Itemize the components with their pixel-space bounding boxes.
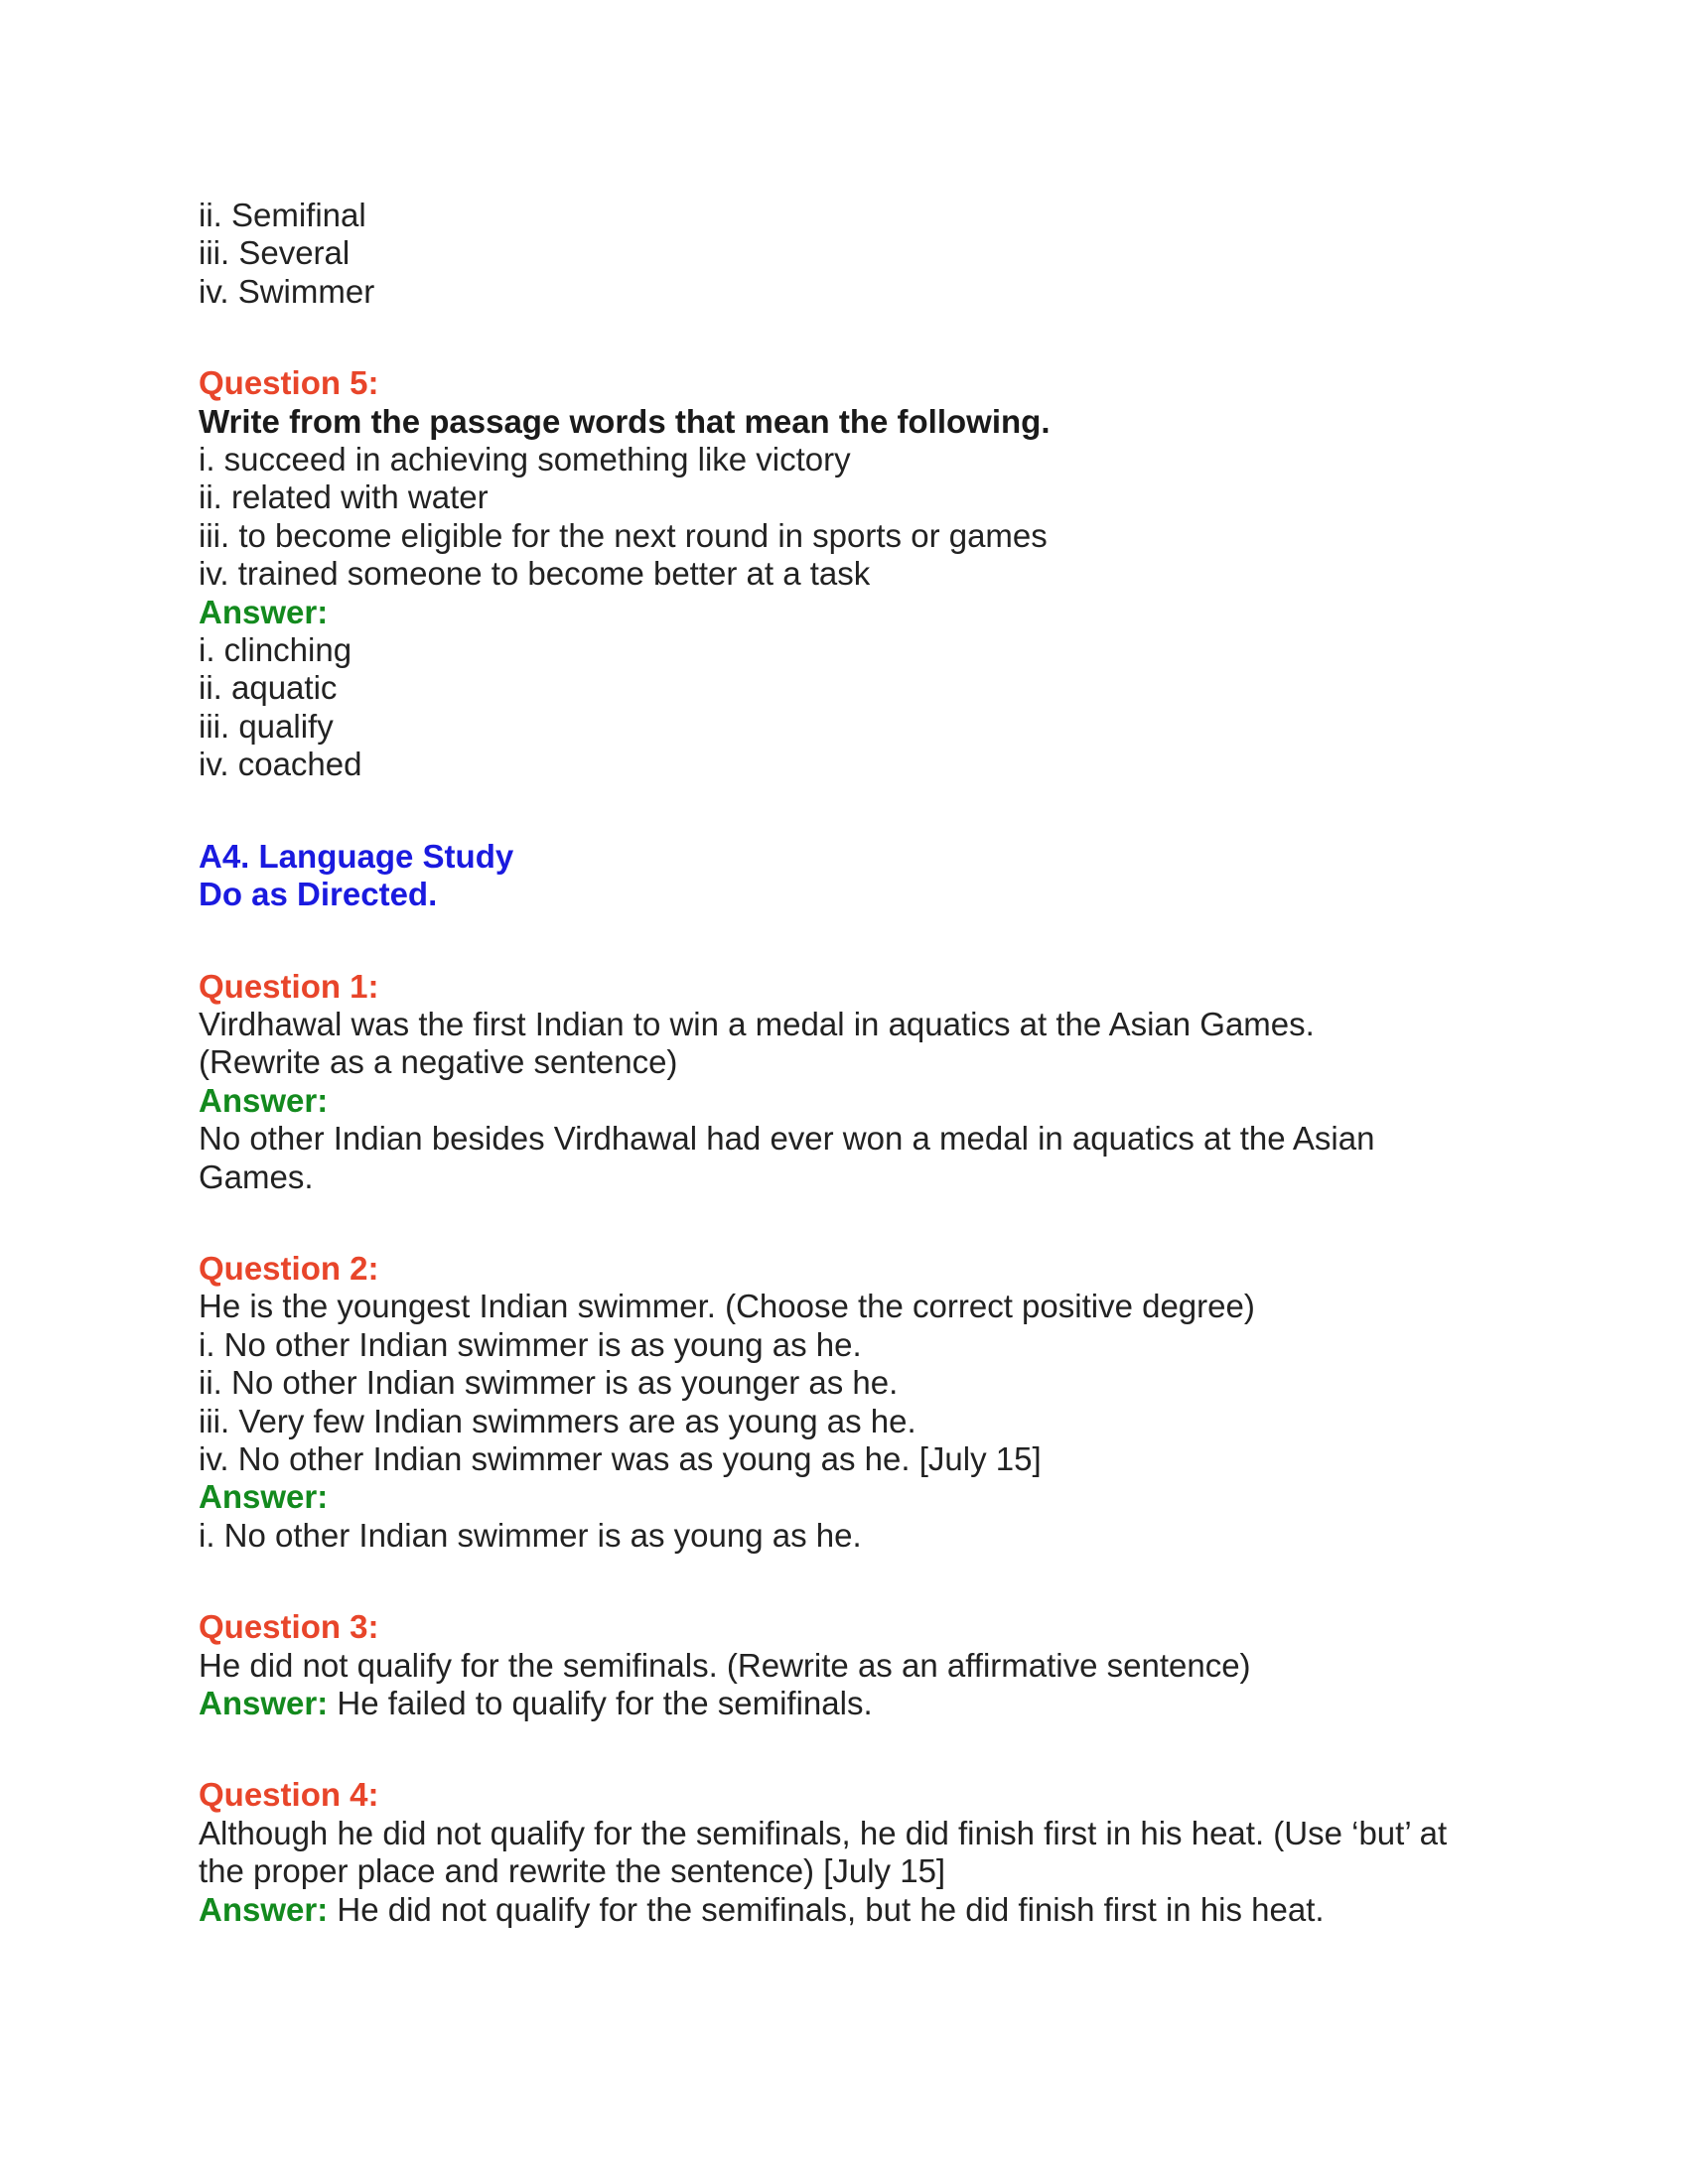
answer-label: Answer: xyxy=(199,1890,329,1928)
ls-question-2-heading: Question 2: xyxy=(199,1249,379,1287)
answer-label: Answer: xyxy=(199,1081,329,1119)
section-subtitle: Do as Directed. xyxy=(199,876,438,913)
answer-label: Answer: xyxy=(199,1685,329,1721)
question-5-answer: i. clinching xyxy=(199,631,352,669)
section-title: A4. Language Study xyxy=(199,837,514,875)
spacer xyxy=(199,1722,1489,1776)
ls-question-3-answer-line xyxy=(199,1685,1489,1722)
option-ii: ii. Semifinal xyxy=(199,197,366,233)
answer-label: Answer: xyxy=(199,1478,329,1516)
question-5-answer: ii. aquatic xyxy=(199,669,338,707)
option-iv: iv. Swimmer xyxy=(199,272,375,310)
option-iii: iii. Several xyxy=(199,234,351,272)
ls-question-4-answer-line xyxy=(199,1891,1489,1929)
ls-question-4-heading: Question 4: xyxy=(199,1776,379,1814)
ls-question-1-heading: Question 1: xyxy=(199,967,379,1005)
question-5-instruction: Write from the passage words that mean the following. xyxy=(199,402,1051,440)
ls-question-1-text: (Rewrite as a negative sentence) xyxy=(199,1043,678,1081)
question-5-item: iii. to become eligible for the next round in sports or games xyxy=(199,516,1048,554)
ls-question-2-option: i. No other Indian swimmer is as young as he. xyxy=(199,1325,862,1363)
ls-question-1-text: Virdhawal was the first Indian to win a medal in aquatics at the Asian Games. xyxy=(199,1005,1315,1042)
ls-question-3-answer: He failed to qualify for the semifinals. xyxy=(337,1685,873,1721)
ls-question-2-answer: i. No other Indian swimmer is as young as he. xyxy=(199,1516,862,1554)
question-5-heading: Question 5: xyxy=(199,364,379,402)
spacer xyxy=(199,1196,1489,1250)
spacer xyxy=(199,311,1489,364)
question-5-item: i. succeed in achieving something like victory xyxy=(199,441,851,478)
ls-question-4-text: Although he did not qualify for the semifinals, he did finish first in his heat. (Use ‘but’ at the proper place and rewrite the sentence) [July 15] xyxy=(199,1814,1448,1890)
question-5-item: iv. trained someone to become better at a task xyxy=(199,555,871,593)
ls-question-3-text: He did not qualify for the semifinals. (Rewrite as an affirmative sentence) xyxy=(199,1646,1251,1684)
question-5-item: ii. related with water xyxy=(199,478,489,516)
question-5-answer: iii. qualify xyxy=(199,707,334,745)
ls-question-2-option: iv. No other Indian swimmer was as young as he. [July 15] xyxy=(199,1439,1042,1477)
ls-question-3-heading: Question 3: xyxy=(199,1608,379,1646)
ls-question-2-option: ii. No other Indian swimmer is as younger as he. xyxy=(199,1364,899,1402)
question-5-answer: iv. coached xyxy=(199,746,362,783)
answer-label: Answer: xyxy=(199,593,329,630)
spacer xyxy=(199,914,1489,968)
ls-question-2-text: He is the youngest Indian swimmer. (Choose the correct positive degree) xyxy=(199,1288,1255,1325)
ls-question-4-answer: He did not qualify for the semifinals, but he did finish first in his heat. xyxy=(337,1890,1325,1928)
ls-question-1-answer: No other Indian besides Virdhawal had ever won a medal in aquatics at the Asian Games. xyxy=(199,1120,1375,1195)
spacer xyxy=(199,784,1489,838)
worksheet-page xyxy=(199,197,1489,1929)
spacer xyxy=(199,1555,1489,1608)
ls-question-2-option: iii. Very few Indian swimmers are as young as he. xyxy=(199,1402,916,1439)
